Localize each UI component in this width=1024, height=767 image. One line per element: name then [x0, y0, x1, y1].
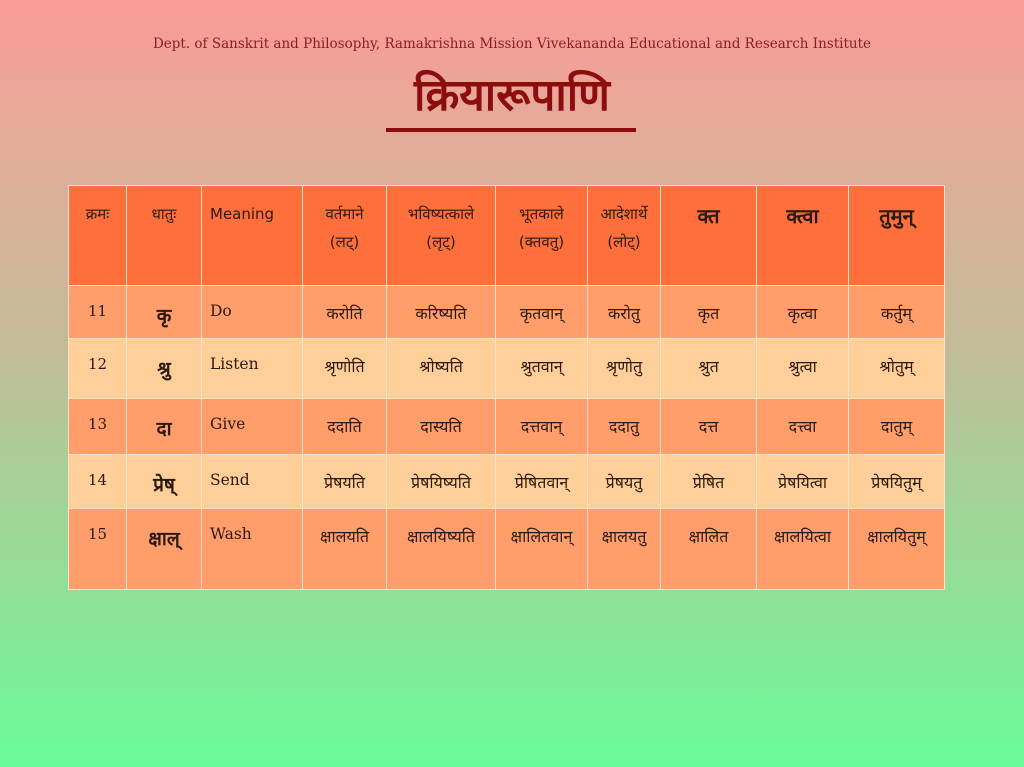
cell-future: प्रेषयिष्यति [387, 455, 496, 509]
cell-tumun: श्रोतुम् [849, 339, 945, 399]
cell-kta: प्रेषित [661, 455, 757, 509]
cell-ktva: प्रेषयित्वा [757, 455, 849, 509]
cell-num: 12 [69, 339, 127, 399]
header-meaning: Meaning [202, 186, 303, 286]
cell-tumun: क्षालयितुम् [849, 509, 945, 590]
cell-past: कृतवान् [496, 286, 588, 339]
cell-present: करोति [303, 286, 387, 339]
cell-num: 11 [69, 286, 127, 339]
cell-root: क्षाल् [127, 509, 202, 590]
cell-future: करिष्यति [387, 286, 496, 339]
cell-tumun: कर्तुम् [849, 286, 945, 339]
cell-meaning: Give [202, 399, 303, 455]
institute-name: Dept. of Sanskrit and Philosophy, Ramakrishna Mission Vivekananda Educational and Research Institute [152, 36, 872, 52]
cell-present: क्षालयति [303, 509, 387, 590]
title-underline [386, 128, 636, 132]
cell-meaning: Listen [202, 339, 303, 399]
cell-root: दा [127, 399, 202, 455]
header-kta: क्त [661, 186, 757, 286]
table-row [69, 399, 945, 455]
cell-past: दत्तवान् [496, 399, 588, 455]
cell-present: प्रेषयति [303, 455, 387, 509]
header-ktva: क्त्वा [757, 186, 849, 286]
table-row [69, 509, 945, 590]
cell-past: क्षालितवान् [496, 509, 588, 590]
cell-past: श्रुतवान् [496, 339, 588, 399]
table-header-row [69, 186, 945, 286]
header-imperative: आदेशार्थे (लोट्) [588, 186, 661, 286]
cell-ktva: श्रुत्वा [757, 339, 849, 399]
cell-meaning: Wash [202, 509, 303, 590]
cell-num: 14 [69, 455, 127, 509]
cell-ktva: कृत्वा [757, 286, 849, 339]
cell-ktva: क्षालयित्वा [757, 509, 849, 590]
table-row [69, 286, 945, 339]
cell-root: श्रु [127, 339, 202, 399]
cell-num: 15 [69, 509, 127, 590]
cell-kta: कृत [661, 286, 757, 339]
cell-future: श्रोष्यति [387, 339, 496, 399]
cell-meaning: Do [202, 286, 303, 339]
header-krama: क्रमः [69, 186, 127, 286]
header-present: वर्तमाने (लट्) [303, 186, 387, 286]
verb-forms-table [68, 185, 945, 590]
cell-kta: श्रुत [661, 339, 757, 399]
cell-tumun: दातुम् [849, 399, 945, 455]
cell-imperative: क्षालयतु [588, 509, 661, 590]
cell-kta: दत्त [661, 399, 757, 455]
cell-present: श्रृणोति [303, 339, 387, 399]
cell-imperative: ददातु [588, 399, 661, 455]
cell-past: प्रेषितवान् [496, 455, 588, 509]
table-row [69, 339, 945, 399]
table-row [69, 455, 945, 509]
cell-meaning: Send [202, 455, 303, 509]
header-past: भूतकाले (क्तवतु) [496, 186, 588, 286]
header-tumun: तुमुन् [849, 186, 945, 286]
cell-imperative: करोतु [588, 286, 661, 339]
header-future: भविष्यत्काले (लृट्) [387, 186, 496, 286]
cell-num: 13 [69, 399, 127, 455]
cell-imperative: श्रृणोतु [588, 339, 661, 399]
cell-tumun: प्रेषयितुम् [849, 455, 945, 509]
cell-future: क्षालयिष्यति [387, 509, 496, 590]
cell-ktva: दत्त्वा [757, 399, 849, 455]
cell-kta: क्षालित [661, 509, 757, 590]
cell-root: प्रेष् [127, 455, 202, 509]
cell-root: कृ [127, 286, 202, 339]
cell-imperative: प्रेषयतु [588, 455, 661, 509]
page-title: क्रियारूपाणि [414, 70, 610, 121]
cell-present: ददाति [303, 399, 387, 455]
cell-future: दास्यति [387, 399, 496, 455]
header-dhatu: धातुः [127, 186, 202, 286]
